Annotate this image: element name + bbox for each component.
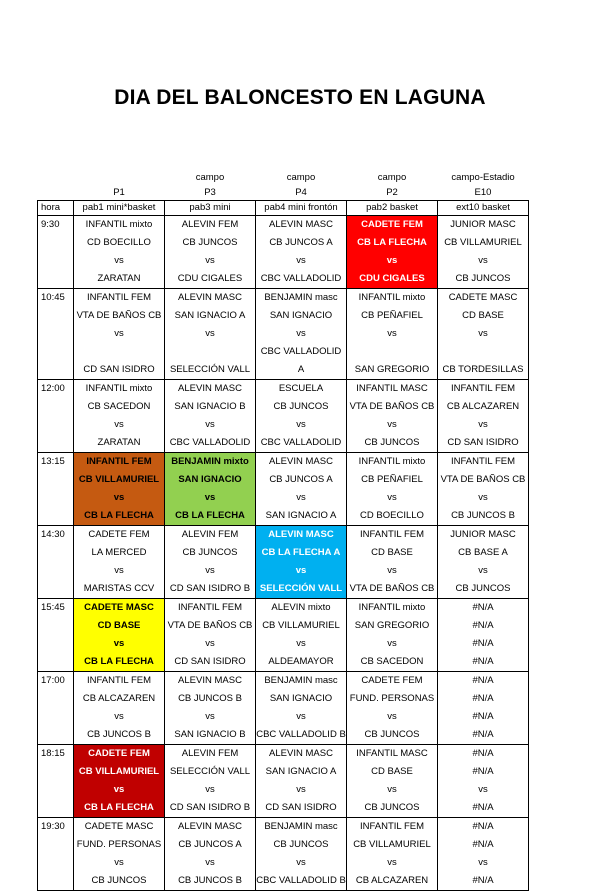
- header-cell: pab2 basket: [347, 201, 438, 216]
- match-cell: vs: [256, 708, 347, 726]
- table-row: [38, 745, 529, 764]
- match-cell: ALEVIN FEM: [165, 526, 256, 545]
- match-cell: [347, 343, 438, 361]
- time-cell: 19:30: [38, 818, 74, 837]
- match-cell: CB SACEDON: [347, 653, 438, 672]
- match-cell: INFANTIL mixto: [74, 380, 165, 399]
- match-cell: INFANTIL FEM: [438, 380, 529, 399]
- match-cell: CD BOECILLO: [347, 507, 438, 526]
- time-cell: [38, 507, 74, 526]
- match-cell: ESCUELA: [256, 380, 347, 399]
- match-cell: vs: [256, 854, 347, 872]
- match-cell: vs: [74, 854, 165, 872]
- table-row: [38, 380, 529, 399]
- time-cell: [38, 562, 74, 580]
- match-cell: ALEVIN FEM: [165, 216, 256, 235]
- match-cell: JUNIOR MASC: [438, 216, 529, 235]
- header-cell: pab4 mini frontón: [256, 201, 347, 216]
- match-cell: CB JUNCOS A: [256, 234, 347, 252]
- match-cell: INFANTIL mixto: [74, 216, 165, 235]
- match-cell: INFANTIL FEM: [74, 672, 165, 691]
- match-cell: vs: [438, 781, 529, 799]
- header-cell: pab1 mini*basket: [74, 201, 165, 216]
- match-cell: CB JUNCOS: [347, 434, 438, 453]
- match-cell: vs: [347, 781, 438, 799]
- page-title: DIA DEL BALONCESTO EN LAGUNA: [114, 86, 486, 109]
- match-cell: CBC VALLADOLID: [165, 434, 256, 453]
- time-cell: [38, 726, 74, 745]
- header-cell: campo: [195, 172, 225, 183]
- table-row: [38, 653, 529, 672]
- match-cell: ALEVIN MASC: [165, 289, 256, 308]
- match-cell: CBC VALLADOLID B: [256, 726, 347, 745]
- match-cell: SAN IGNACIO B: [165, 398, 256, 416]
- match-cell: vs: [256, 489, 347, 507]
- match-cell: MARISTAS CCV: [74, 580, 165, 599]
- match-cell: CB VILLAMURIEL: [74, 471, 165, 489]
- table-row: [38, 708, 529, 726]
- header-row: [38, 201, 529, 216]
- match-cell: #N/A: [438, 599, 529, 618]
- match-cell: CB JUNCOS B: [74, 726, 165, 745]
- match-cell: CADETE FEM: [74, 526, 165, 545]
- table-row: [38, 872, 529, 891]
- match-cell: vs: [74, 708, 165, 726]
- match-cell: vs: [256, 252, 347, 270]
- match-cell: CB TORDESILLAS: [438, 361, 529, 380]
- match-cell: vs: [74, 416, 165, 434]
- match-cell: vs: [347, 854, 438, 872]
- match-cell: CADETE FEM: [74, 745, 165, 764]
- match-cell: ALEVIN MASC: [165, 380, 256, 399]
- header-cell: ext10 basket: [438, 201, 529, 216]
- table-row: [38, 252, 529, 270]
- match-cell: ALEVIN MASC: [256, 216, 347, 235]
- match-cell: vs: [165, 252, 256, 270]
- match-cell: BENJAMIN mixto: [165, 453, 256, 472]
- match-cell: vs: [74, 562, 165, 580]
- match-cell: #N/A: [438, 653, 529, 672]
- table-row: [38, 507, 529, 526]
- table-row: [38, 763, 529, 781]
- time-cell: 18:15: [38, 745, 74, 764]
- match-cell: VTA DE BAÑOS CB: [74, 307, 165, 325]
- match-cell: CB JUNCOS: [74, 872, 165, 891]
- match-cell: CD BASE: [438, 307, 529, 325]
- table-row: [38, 398, 529, 416]
- header-cell: E10: [474, 187, 492, 198]
- match-cell: CB VILLAMURIEL: [347, 836, 438, 854]
- match-cell: vs: [74, 325, 165, 343]
- match-cell: CB LA FLECHA: [74, 799, 165, 818]
- match-cell: vs: [347, 635, 438, 653]
- match-cell: [438, 343, 529, 361]
- match-cell: vs: [347, 708, 438, 726]
- match-cell: ALDEAMAYOR: [256, 653, 347, 672]
- match-cell: CB VILLAMURIEL: [74, 763, 165, 781]
- match-cell: CD SAN ISIDRO B: [165, 580, 256, 599]
- match-cell: SAN IGNACIO A: [256, 763, 347, 781]
- match-cell: ZARATAN: [74, 270, 165, 289]
- match-cell: #N/A: [438, 763, 529, 781]
- match-cell: CD SAN ISIDRO: [438, 434, 529, 453]
- match-cell: #N/A: [438, 635, 529, 653]
- match-cell: BENJAMIN masc: [256, 672, 347, 691]
- match-cell: [165, 343, 256, 361]
- match-cell: ALEVIN MASC: [256, 453, 347, 472]
- header-cell-hora: hora: [38, 201, 74, 216]
- match-cell: ALEVIN MASC: [165, 672, 256, 691]
- header-cell-hora: [38, 170, 74, 185]
- table-row: [38, 544, 529, 562]
- match-cell: CADETE FEM: [347, 216, 438, 235]
- table-row: [38, 599, 529, 618]
- match-cell: [74, 343, 165, 361]
- match-cell: vs: [347, 416, 438, 434]
- table-row: [38, 726, 529, 745]
- time-cell: 10:45: [38, 289, 74, 308]
- match-cell: vs: [256, 325, 347, 343]
- match-cell: vs: [438, 416, 529, 434]
- match-cell: vs: [347, 252, 438, 270]
- match-cell: ALEVIN MASC: [256, 745, 347, 764]
- match-cell: SAN GREGORIO: [347, 617, 438, 635]
- table-row: [38, 635, 529, 653]
- match-cell: SAN IGNACIO: [256, 690, 347, 708]
- match-cell: CB LA FLECHA: [74, 507, 165, 526]
- match-cell: CB JUNCOS: [438, 580, 529, 599]
- match-cell: SAN IGNACIO B: [165, 726, 256, 745]
- match-cell: INFANTIL MASC: [347, 380, 438, 399]
- match-cell: vs: [165, 416, 256, 434]
- header-cell: P3: [204, 187, 216, 198]
- match-cell: CD SAN ISIDRO: [256, 799, 347, 818]
- time-cell: [38, 544, 74, 562]
- time-cell: 15:45: [38, 599, 74, 618]
- header-cell: [74, 170, 165, 185]
- match-cell: CB LA FLECHA: [347, 234, 438, 252]
- match-cell: ALEVIN FEM: [165, 745, 256, 764]
- match-cell: CBC VALLADOLID B: [256, 872, 347, 891]
- time-cell: 12:00: [38, 380, 74, 399]
- match-cell: CBC VALLADOLID: [256, 270, 347, 289]
- table-row: [38, 453, 529, 472]
- match-cell: #N/A: [438, 799, 529, 818]
- match-cell: CBC VALLADOLID: [256, 343, 347, 361]
- table-row: [38, 361, 529, 380]
- match-cell: CB ALCAZAREN: [347, 872, 438, 891]
- match-cell: CB JUNCOS B: [438, 507, 529, 526]
- match-cell: CB JUNCOS A: [165, 836, 256, 854]
- table-row: [38, 818, 529, 837]
- time-cell: [38, 617, 74, 635]
- match-cell: CB PEÑAFIEL: [347, 307, 438, 325]
- header-cell: pab3 mini: [165, 201, 256, 216]
- match-cell: FUND. PERSONAS: [74, 836, 165, 854]
- table-row: [38, 289, 529, 308]
- match-cell: vs: [256, 416, 347, 434]
- table-row: [38, 343, 529, 361]
- match-cell: CD BASE: [347, 544, 438, 562]
- table-row: [38, 489, 529, 507]
- match-cell: INFANTIL mixto: [347, 289, 438, 308]
- table-row: [38, 836, 529, 854]
- match-cell: CDU CIGALES: [347, 270, 438, 289]
- time-cell: [38, 872, 74, 891]
- match-cell: INFANTIL FEM: [74, 453, 165, 472]
- match-cell: vs: [165, 562, 256, 580]
- match-cell: CDU CIGALES: [165, 270, 256, 289]
- match-cell: INFANTIL FEM: [165, 599, 256, 618]
- match-cell: vs: [165, 781, 256, 799]
- header-cell: P4: [295, 187, 307, 198]
- match-cell: FUND. PERSONAS: [347, 690, 438, 708]
- time-cell: [38, 489, 74, 507]
- time-cell: [38, 434, 74, 453]
- time-cell: [38, 416, 74, 434]
- match-cell: #N/A: [438, 617, 529, 635]
- match-cell: CB JUNCOS: [438, 270, 529, 289]
- match-cell: vs: [347, 562, 438, 580]
- header-cell: campo: [286, 172, 316, 183]
- match-cell: SAN IGNACIO: [256, 307, 347, 325]
- time-cell: 17:00: [38, 672, 74, 691]
- match-cell: CB VILLAMURIEL: [438, 234, 529, 252]
- header-cell: campo-Estadio: [451, 172, 515, 183]
- table-row: [38, 799, 529, 818]
- header-row: [38, 185, 529, 201]
- match-cell: vs: [165, 489, 256, 507]
- time-cell: [38, 836, 74, 854]
- match-cell: vs: [165, 708, 256, 726]
- time-cell: [38, 763, 74, 781]
- match-cell: INFANTIL mixto: [347, 599, 438, 618]
- match-cell: VTA DE BAÑOS CB: [438, 471, 529, 489]
- match-cell: CADETE MASC: [438, 289, 529, 308]
- match-cell: CB SACEDON: [74, 398, 165, 416]
- time-cell: 13:15: [38, 453, 74, 472]
- match-cell: vs: [438, 325, 529, 343]
- match-cell: CB JUNCOS A: [256, 471, 347, 489]
- match-cell: #N/A: [438, 818, 529, 837]
- match-cell: vs: [74, 635, 165, 653]
- match-cell: #N/A: [438, 726, 529, 745]
- match-cell: CD BASE: [74, 617, 165, 635]
- match-cell: CB LA FLECHA: [165, 507, 256, 526]
- match-cell: SELECCIÓN VALL: [165, 763, 256, 781]
- match-cell: CB PEÑAFIEL: [347, 471, 438, 489]
- time-cell: [38, 343, 74, 361]
- match-cell: SAN IGNACIO A: [165, 307, 256, 325]
- table-row: [38, 416, 529, 434]
- match-cell: SAN IGNACIO: [165, 471, 256, 489]
- match-cell: CB JUNCOS B: [165, 690, 256, 708]
- table-row: [38, 854, 529, 872]
- match-cell: vs: [438, 489, 529, 507]
- match-cell: ALEVIN MASC: [256, 526, 347, 545]
- match-cell: CB JUNCOS B: [165, 872, 256, 891]
- time-cell: 14:30: [38, 526, 74, 545]
- match-cell: INFANTIL mixto: [347, 453, 438, 472]
- match-cell: vs: [165, 325, 256, 343]
- table-row: [38, 307, 529, 325]
- match-cell: vs: [438, 854, 529, 872]
- match-cell: CB BASE A: [438, 544, 529, 562]
- match-cell: vs: [74, 252, 165, 270]
- match-cell: SELECCIÓN VALL: [165, 361, 256, 380]
- match-cell: CB ALCAZAREN: [74, 690, 165, 708]
- match-cell: vs: [256, 562, 347, 580]
- table-row: [38, 270, 529, 289]
- match-cell: vs: [347, 325, 438, 343]
- time-cell: [38, 708, 74, 726]
- match-cell: VTA DE BAÑOS CB: [165, 617, 256, 635]
- table-row: [38, 617, 529, 635]
- time-cell: [38, 799, 74, 818]
- match-cell: vs: [347, 489, 438, 507]
- match-cell: BENJAMIN masc: [256, 289, 347, 308]
- match-cell: SELECCIÓN VALL: [256, 580, 347, 599]
- match-cell: ALEVIN MASC: [165, 818, 256, 837]
- time-cell: [38, 635, 74, 653]
- match-cell: CD SAN ISIDRO: [165, 653, 256, 672]
- match-cell: INFANTIL MASC: [347, 745, 438, 764]
- match-cell: CB JUNCOS: [165, 544, 256, 562]
- header-cell: P1: [113, 187, 125, 198]
- table-row: [38, 234, 529, 252]
- match-cell: INFANTIL FEM: [347, 526, 438, 545]
- match-cell: CB JUNCOS: [256, 398, 347, 416]
- match-cell: CB LA FLECHA A: [256, 544, 347, 562]
- table-row: [38, 471, 529, 489]
- match-cell: VTA DE BAÑOS CB: [347, 580, 438, 599]
- match-cell: vs: [256, 781, 347, 799]
- match-cell: CADETE MASC: [74, 599, 165, 618]
- time-cell: [38, 252, 74, 270]
- match-cell: CBC VALLADOLID: [256, 434, 347, 453]
- match-cell: ZARATAN: [74, 434, 165, 453]
- time-cell: [38, 690, 74, 708]
- match-cell: INFANTIL FEM: [347, 818, 438, 837]
- header-row: [38, 170, 529, 185]
- table-row: [38, 672, 529, 691]
- table-row: [38, 781, 529, 799]
- table-row: [38, 562, 529, 580]
- match-cell: A: [256, 361, 347, 380]
- header-cell: campo: [377, 172, 407, 183]
- match-cell: BENJAMIN masc: [256, 818, 347, 837]
- match-cell: SAN IGNACIO A: [256, 507, 347, 526]
- time-cell: [38, 234, 74, 252]
- match-cell: #N/A: [438, 672, 529, 691]
- match-cell: CB JUNCOS: [256, 836, 347, 854]
- match-cell: CD SAN ISIDRO: [74, 361, 165, 380]
- match-cell: CADETE FEM: [347, 672, 438, 691]
- match-cell: vs: [74, 781, 165, 799]
- match-cell: CADETE MASC: [74, 818, 165, 837]
- header-cell: P2: [386, 187, 398, 198]
- match-cell: vs: [165, 635, 256, 653]
- time-cell: [38, 398, 74, 416]
- table-row: [38, 216, 529, 235]
- match-cell: #N/A: [438, 690, 529, 708]
- table-row: [38, 526, 529, 545]
- table-row: [38, 690, 529, 708]
- match-cell: CD BASE: [347, 763, 438, 781]
- time-cell: [38, 270, 74, 289]
- time-cell: [38, 307, 74, 325]
- match-cell: vs: [438, 252, 529, 270]
- time-cell: [38, 325, 74, 343]
- match-cell: CB VILLAMURIEL: [256, 617, 347, 635]
- match-cell: SAN GREGORIO: [347, 361, 438, 380]
- match-cell: #N/A: [438, 872, 529, 891]
- time-cell: [38, 781, 74, 799]
- match-cell: #N/A: [438, 745, 529, 764]
- time-cell: [38, 580, 74, 599]
- match-cell: CB LA FLECHA: [74, 653, 165, 672]
- match-cell: CD BOECILLO: [74, 234, 165, 252]
- match-cell: vs: [256, 635, 347, 653]
- match-cell: vs: [438, 562, 529, 580]
- time-cell: [38, 653, 74, 672]
- match-cell: vs: [74, 489, 165, 507]
- table-row: [38, 325, 529, 343]
- match-cell: JUNIOR MASC: [438, 526, 529, 545]
- match-cell: #N/A: [438, 708, 529, 726]
- time-cell: [38, 854, 74, 872]
- time-cell: [38, 471, 74, 489]
- time-cell: 9:30: [38, 216, 74, 235]
- header-cell-hora: [38, 185, 74, 201]
- match-cell: CB ALCAZAREN: [438, 398, 529, 416]
- table-row: [38, 580, 529, 599]
- match-cell: LA MERCED: [74, 544, 165, 562]
- match-cell: CB JUNCOS: [165, 234, 256, 252]
- match-cell: #N/A: [438, 836, 529, 854]
- schedule-table: [37, 170, 529, 891]
- table-row: [38, 434, 529, 453]
- match-cell: INFANTIL FEM: [74, 289, 165, 308]
- match-cell: ALEVIN mixto: [256, 599, 347, 618]
- match-cell: CB JUNCOS: [347, 726, 438, 745]
- time-cell: [38, 361, 74, 380]
- match-cell: vs: [165, 854, 256, 872]
- match-cell: VTA DE BAÑOS CB: [347, 398, 438, 416]
- match-cell: INFANTIL FEM: [438, 453, 529, 472]
- match-cell: CB JUNCOS: [347, 799, 438, 818]
- match-cell: CD SAN ISIDRO B: [165, 799, 256, 818]
